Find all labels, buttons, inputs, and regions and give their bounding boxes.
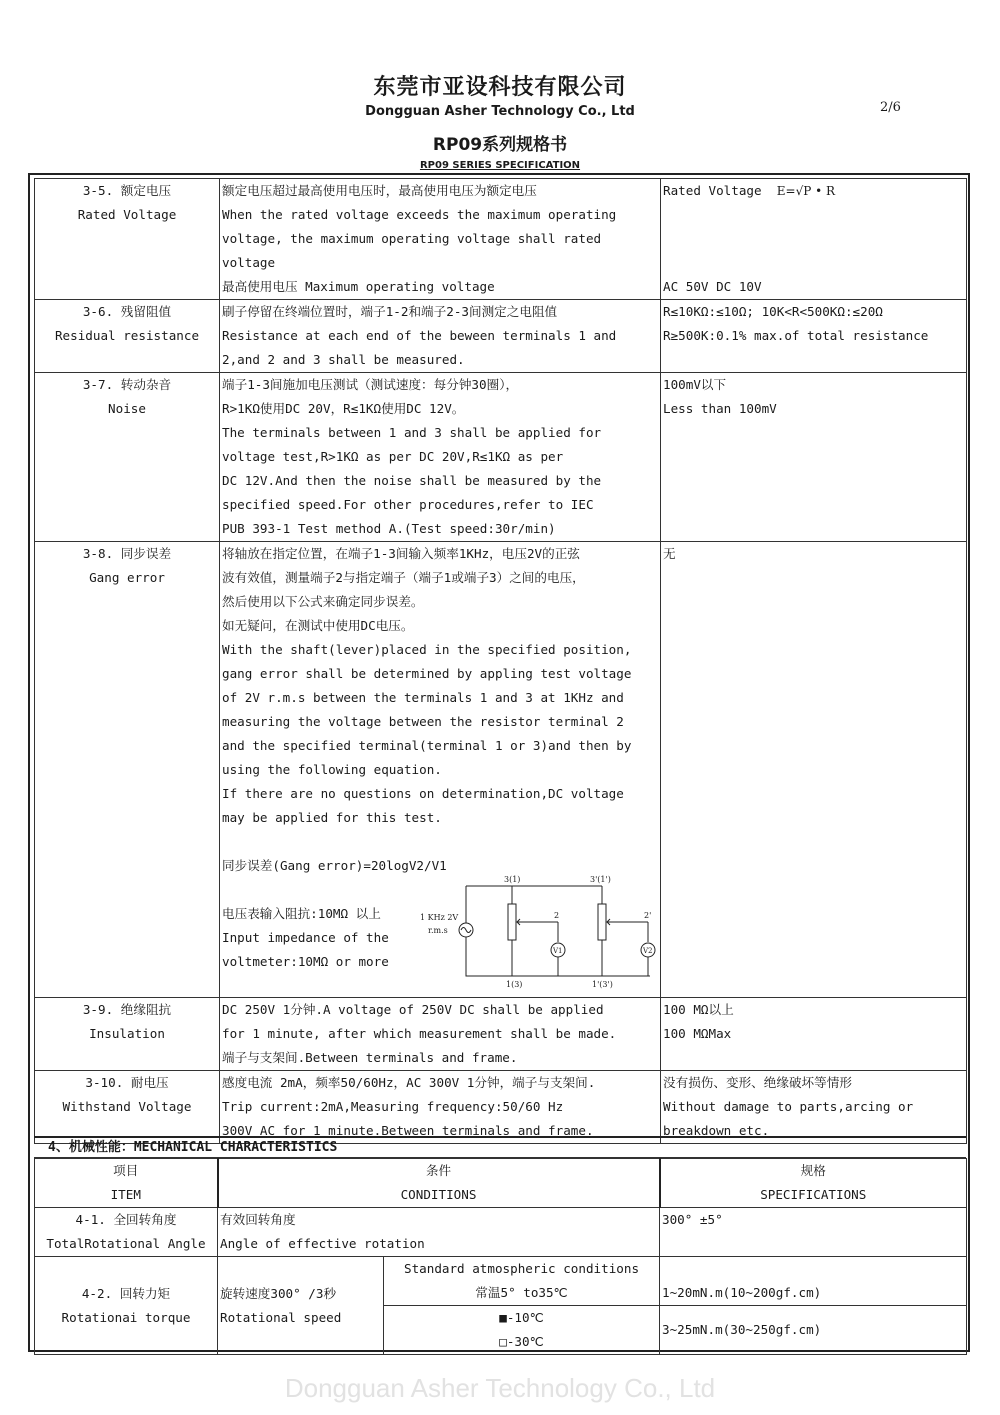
conditions-cell: 将轴放在指定位置，在端子1-3间输入频率1KHz，电压2V的正弦 波有效值，测量端子2与指定端子（端子1或端子3）之间的电压， 然后使用以下公式来确定同步误差。 如无疑问，在测试中使用DC电压。 With the shaft(lever)placed in the specified position, gang error shall be determined by appling test voltage of 2V r.m.s between the terminals 1 and 3 at 1KHz and measuring the voltage between the resistor terminal 2 and the specified terminal(terminal 1 or 3)and then by using the following equation. If there are no questions on determination,DC voltage may be applied for this test. 同步误差(Gang error)=20logV2/V1 电压表输入阻抗:10MΩ 以上 Input impedance of the voltmeter:10MΩ or more [220, 542, 661, 998]
terminal-3-label: 3(1) [504, 875, 521, 884]
item-cell: 3-10. 耐电压 Withstand Voltage [35, 1071, 220, 1144]
company-name-en: Dongguan Asher Technology Co., Ltd [365, 104, 635, 119]
spec-cell: 没有损伤、变形、绝缘破坏等情形 Without damage to parts,arcing or breakdown etc. [661, 1071, 967, 1144]
spec-title-en: RP09 SERIES SPECIFICATION [419, 160, 581, 171]
item-cell: 4-2. 回转力矩 Rotationai torque [35, 1257, 218, 1355]
table-row [35, 179, 967, 300]
table-header-row [35, 1159, 967, 1208]
conditions-cell: 刷子停留在终端位置时，端子1-2和端子2-3间测定之电阻值 Resistance at each end of the beween terminals 1 and 2,and 2 and 3 shall be measured. [220, 300, 661, 373]
spec-cell: 无 [661, 542, 967, 998]
spec-cell: 100mV以下 Less than 100mV [661, 373, 967, 542]
source-label-rms: r.m.s [428, 926, 448, 935]
table-row [35, 1071, 967, 1144]
watermark: Dongguan Asher Technology Co., Ltd [284, 1373, 716, 1403]
voltmeter-v2-label: V2 [643, 947, 653, 955]
conditions-cell: 感度电流 2mA，频率50/60Hz，AC 300V 1分钟，端子与支架间. Trip current:2mA,Measuring frequency:50/60 Hz 300V AC for 1 minute.Between terminals and frame. [220, 1071, 661, 1144]
header-specifications: 规格 SPECIFICATIONS [660, 1159, 967, 1208]
electrical-spec-table [34, 178, 967, 1144]
table-row [35, 300, 967, 373]
terminal-1-label: 1(3) [506, 980, 523, 989]
terminal-2-label: 2 [554, 911, 560, 920]
spec-cell: 100 MΩ以上 100 MΩMax [661, 998, 967, 1071]
table-row [35, 998, 967, 1071]
spec-title-cn: RP09系列规格书 [432, 135, 568, 155]
terminal-3p-label: 3'(1') [590, 875, 611, 884]
mechanical-spec-table [34, 1158, 967, 1355]
spec-cell: 3~25mN.m(30~250gf.cm) [660, 1306, 967, 1355]
mechanical-section-title: 4、机械性能：MECHANICAL CHARACTERISTICS [34, 1136, 966, 1158]
spec-cell: Rated Voltage E=√P • R AC 50V DC 10V [661, 179, 967, 300]
spec-cell: 1~20mN.m(10~200gf.cm) [660, 1257, 967, 1306]
conditions-cell: 有效回转角度 Angle of effective rotation [218, 1208, 660, 1257]
item-cell: 3-5. 额定电压 Rated Voltage [35, 179, 220, 300]
rated-voltage-formula: E=√P • R [776, 184, 836, 198]
spec-cell: 300° ±5° [660, 1208, 967, 1257]
item-cell: 4-1. 全回转角度 TotalRotational Angle [35, 1208, 218, 1257]
env-standard-cell: Standard atmospheric conditions 常温5° to35℃ [384, 1257, 660, 1306]
table-row [35, 373, 967, 542]
table-row [35, 1257, 967, 1306]
conditions-cell: 端子1-3间施加电压测试（测试速度：每分钟30圈）， R>1KΩ使用DC 20V，R≤1KΩ使用DC 12V。 The terminals between 1 and 3 shall be applied for voltage test,R>1KΩ as per DC 20V,R≤1KΩ as per DC 12V.And then the noise shall be measured by the specified speed.For other procedures,refer to IEC PUB 393-1 Test method A.(Test speed:30r/min) [220, 373, 661, 542]
item-cell: 3-7. 转动杂音 Noise [35, 373, 220, 542]
terminal-1p-label: 1'(3') [592, 980, 613, 989]
conditions-cell: DC 250V 1分钟.A voltage of 250V DC shall be applied for 1 minute, after which measurement shall be made. 端子与支架间.Between terminals and frame. [220, 998, 661, 1071]
spec-cell: R≤10KΩ:≤10Ω; 10K<R<500KΩ:≤20Ω R≥500K:0.1% max.of total resistance [661, 300, 967, 373]
gang-error-circuit-diagram [420, 872, 660, 990]
table-row [35, 1208, 967, 1257]
company-name-cn: 东莞市亚设科技有限公司 [373, 75, 627, 100]
item-cell: 3-9. 绝缘阻抗 Insulation [35, 998, 220, 1071]
env-low-temp-cell: ■-10℃ □-30℃ [384, 1306, 660, 1355]
item-cell: 3-6. 残留阻值 Residual resistance [35, 300, 220, 373]
conditions-cell: 旋转速度300° /3秒 Rotational speed [218, 1257, 384, 1355]
terminal-2p-label: 2' [644, 911, 652, 920]
item-cell: 3-8. 同步误差 Gang error [35, 542, 220, 998]
header-item: 项目 ITEM [35, 1159, 218, 1208]
header-conditions: 条件 CONDITIONS [218, 1159, 660, 1208]
conditions-cell: 额定电压超过最高使用电压时，最高使用电压为额定电压 When the rated voltage exceeds the maximum operating voltage, the maximum operating voltage shall rated voltage 最高使用电压 Maximum operating voltage [220, 179, 661, 300]
source-label-freq: 1 KHz 2V [420, 913, 459, 922]
voltmeter-v1-label: V1 [553, 947, 563, 955]
page-number: 2/6 [880, 100, 901, 115]
